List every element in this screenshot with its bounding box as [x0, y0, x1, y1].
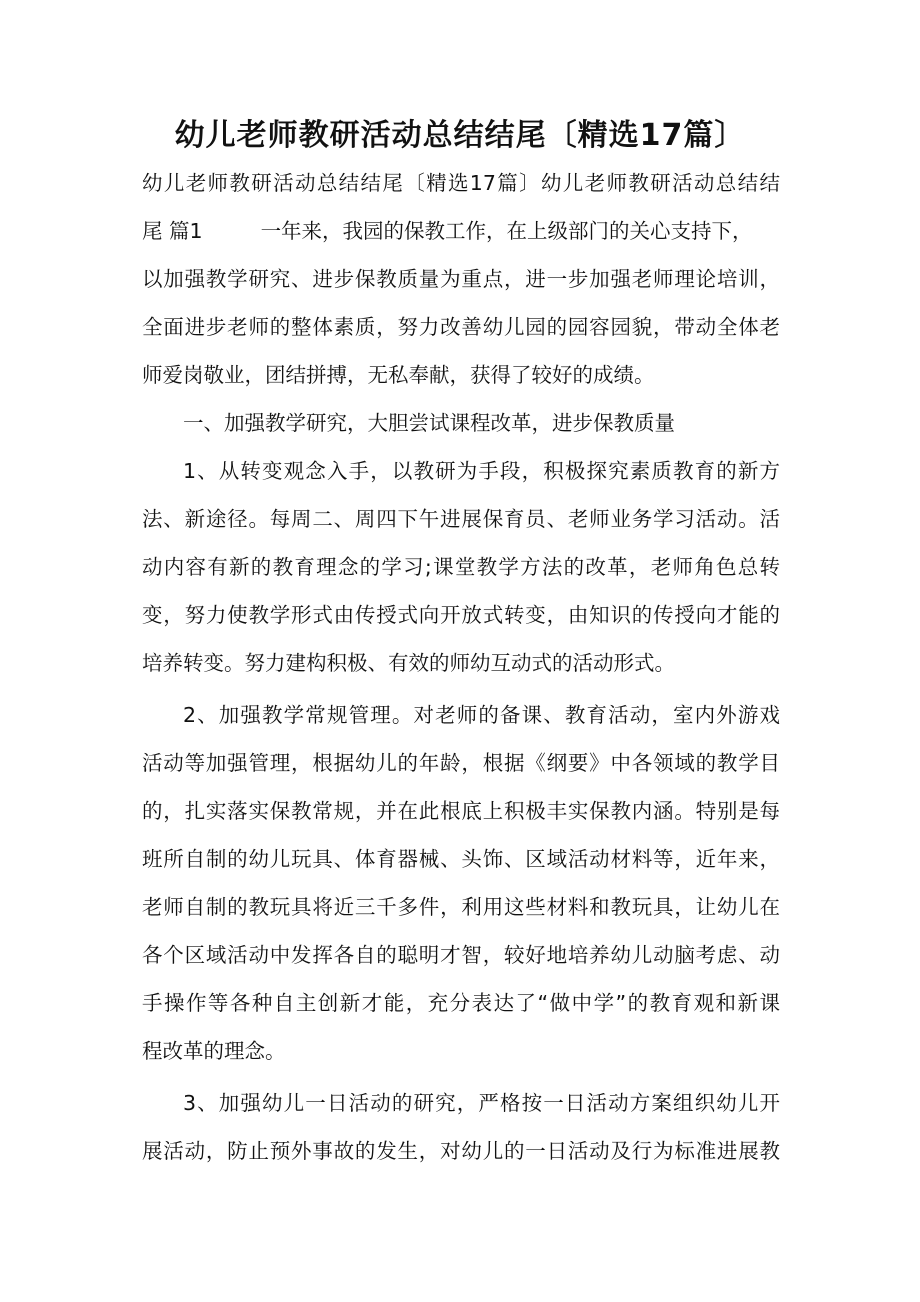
intro-line-2	[142, 216, 780, 246]
paragraph-line: 手操作等各种自主创新才能，充分表达了“做中学”的教育观和新课	[142, 991, 780, 1015]
paragraph-line: 老师自制的教玩具将近三千多件，利用这些材料和教玩具，让幼儿在	[142, 895, 780, 919]
paragraph-line: 活动等加强管理，根据幼儿的年龄，根据《纲要》中各领域的教学目	[142, 751, 780, 775]
paragraph-line: 1、从转变观念入手，以教研为手段，积极探究素质教育的新方	[183, 459, 780, 483]
section-heading-part1: 尾 篇1	[142, 219, 203, 243]
paragraph-line: 3、加强幼儿一日活动的研究，严格按一日活动方案组织幼儿开	[183, 1091, 780, 1115]
paragraph-line: 展活动，防止预外事故的发生，对幼儿的一日活动及行为标准进展教	[142, 1139, 780, 1163]
intro-line-1: 幼儿老师教研活动总结结尾〔精选17篇〕幼儿老师教研活动总结结	[142, 171, 780, 195]
paragraph-line: 以加强教学研究、进步保教质量为重点，进一步加强老师理论培训，	[142, 267, 780, 291]
paragraph-line: 法、新途径。每周二、周四下午进展保育员、老师业务学习活动。活	[142, 507, 780, 531]
section-heading-1: 一、加强教学研究，大胆尝试课程改革，进步保教质量	[183, 411, 675, 435]
paragraph-line: 变，努力使教学形式由传授式向开放式转变，由知识的传授向才能的	[142, 603, 780, 627]
paragraph-1-start: 一年来，我园的保教工作，在上级部门的关心支持下，	[260, 219, 753, 243]
paragraph-line: 动内容有新的教育理念的学习;课堂教学方法的改革，老师角色总转	[142, 555, 780, 579]
paragraph-line: 2、加强教学常规管理。对老师的备课、教育活动，室内外游戏	[183, 703, 780, 727]
paragraph-line: 的，扎实落实保教常规，并在此根底上积极丰实保教内涵。特别是每	[142, 799, 780, 823]
document-title: 幼儿老师教研活动总结结尾〔精选17篇〕	[174, 118, 746, 153]
paragraph-line: 培养转变。努力建构积极、有效的师幼互动式的活动形式。	[142, 651, 675, 675]
paragraph-line: 各个区域活动中发挥各自的聪明才智，较好地培养幼儿动脑考虑、动	[142, 943, 780, 967]
paragraph-line: 班所自制的幼儿玩具、体育器械、头饰、区域活动材料等，近年来，	[142, 847, 780, 871]
paragraph-line: 程改革的理念。	[142, 1039, 286, 1063]
paragraph-line: 全面进步老师的整体素质，努力改善幼儿园的园容园貌，带动全体老	[142, 315, 780, 339]
paragraph-line: 师爱岗敬业，团结拼搏，无私奉献，获得了较好的成绩。	[142, 363, 655, 387]
